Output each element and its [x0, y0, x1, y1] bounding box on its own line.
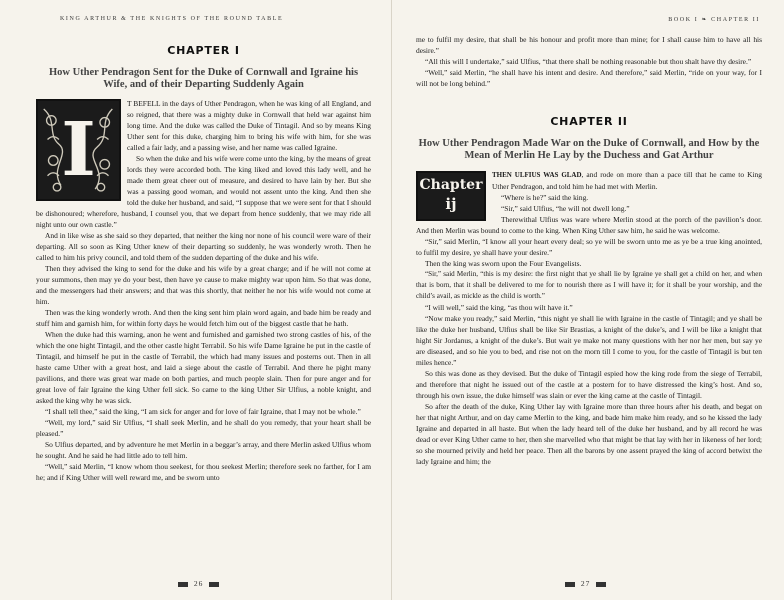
body-paragraph: “Sir,” said Merlin, “this is my desire: the first night that ye shall lie by Igraine ye shall get a child on her, and when that is born, that it shall be delivered to me for to nourish there as I will have it; for it shall be your worship, and the child’s avail, as mickle as the child is worth.”: [416, 270, 762, 300]
body-paragraph: “I will well,” said the king, “as thou wilt have it.”: [425, 303, 573, 312]
body-paragraph: Then was the king wonderly wroth. And then the king sent him plain word again, and bade him be ready and stuff him and garnish him, for within forty days he would fetch him out of the biggest castle that he hath.: [36, 308, 371, 328]
lead-rest: , and rode on more than a pace till that he came to King Uther Pendragon, and told him he had met with Merlin.: [492, 170, 762, 191]
first-paragraph: T BEFELL in the days of Uther Pendragon, when he was king of all England, and so reigned, that there was a mighty duke in Cornwall that held war against him long time. And the duke was called the Duke of Tintagil. And so by means King Uther sent for this duke, charging him to bring his wife with him, for she was called a fair lady, and a passing wise, and her name was called Igraine.: [127, 99, 371, 152]
body-paragraph: “Sir,” said Merlin, “I know all your heart every deal; so ye will be sworn unto me as ye be a true king anointed, to fulfil my desire, ye shall have your desire.”: [416, 237, 762, 257]
folio-number: 26: [193, 579, 204, 588]
chapter-badge-number: ij: [445, 195, 457, 213]
folio-number: 27: [580, 579, 591, 588]
chapter-title: CHAPTER II: [550, 115, 628, 128]
running-head-left: KING ARTHUR & THE KNIGHTS OF THE ROUND TABLE: [60, 16, 284, 22]
body-paragraph: me to fulfil my desire, that shall be his honour and profit more than mine; for I shall cause him to have all his desire.”: [416, 35, 762, 55]
chapter-subtitle: How Uther Pendragon Made War on the Duke of Cornwall, and How by the Mean of Merlin He Lay by the Duchess and Gat Arthur: [418, 138, 760, 161]
body-paragraph: “Well, my lord,” said Sir Ulfius, “I shall seek Merlin, and he shall do you remedy, that your heart shall be pleased.”: [36, 418, 371, 438]
body-paragraph: “Now make you ready,” said Merlin, “this night ye shall lie with Igraine in the castle of Tintagil; and ye shall be like the duke her husband, Ulfius shall be like Sir Brastias, a knight of the duke’s, and I will be like a knight that hight Sir Jordanus, a knight of the duke’s. But wait ye make not many questions with her nor her men, but say ye are diseased, and so hie you to bed, and rise not on the morn till I come to you, for the castle of Tintagil is but ten miles hence.”: [416, 314, 762, 367]
chapter-badge-ornament: [416, 171, 486, 221]
body-paragraph: And in like wise as she said so they departed, that neither the king nor none of his council were ware of their departing. All so soon as King Uther knew of their departing so suddenly, he was wonderly wroth. Then he called to him his privy council, and told them of the sudden departing of the duke and his wife.: [36, 231, 371, 262]
body-paragraph: “Well,” said Merlin, “he shall have his intent and desire. And therefore,” said Merlin, “ride on your way, for I will not be long behind.”: [416, 68, 762, 88]
body-paragraph: Then the king was sworn upon the Four Evangelists.: [425, 259, 582, 268]
drop-cap-ornament: [36, 99, 121, 201]
body-paragraph: Therewithal Ulfius was ware where Merlin stood at the porch of the pavilion’s door. And then Merlin was bound to come to the king. When King Uther saw him, he said he was welcome.: [416, 215, 762, 235]
body-paragraph: “All this will I undertake,” said Ulfius, “that there shall be nothing reasonable but thou shalt have thy desire.”: [425, 57, 752, 66]
body-paragraph: “Well,” said Merlin, “I know whom thou seekest, for thou seekest Merlin; therefore seek no farther, for I am he; and if King Uther will well reward me, and be sworn unto: [36, 462, 371, 482]
drop-cap-letter: I: [61, 107, 96, 193]
body-paragraph: “I shall tell thee,” said the king, “I am sick for anger and for love of fair Igraine, that I may not be whole.”: [45, 407, 361, 416]
body-paragraph: “Sir,” said Ulfius, “he will not dwell long.”: [501, 204, 630, 213]
page-number-left: [175, 579, 222, 588]
body-paragraph: So Ulfius departed, and by adventure he met Merlin in a beggar’s array, and there Merlin asked Ulfius whom he sought. And he said he had little ado to tell him.: [36, 440, 371, 460]
chapter-subtitle: How Uther Pendragon Sent for the Duke of Cornwall and Igraine his Wife, and of their Departing Suddenly Again: [48, 67, 359, 90]
left-page-content: [36, 34, 371, 483]
folio-ornament-icon: [565, 582, 575, 587]
body-paragraph: Then they advised the king to send for the duke and his wife by a great charge; and if he will not come at your summons, then may ye do your best, then have ye cause to make mighty war upon him. So that was done, and the messengers had their answers; and that was this shortly, that neither he nor his wife would not come at him.: [36, 264, 371, 306]
body-paragraph: “Where is he?” said the king.: [501, 193, 589, 202]
lead-words: THEN ULFIUS WAS GLAD: [492, 171, 582, 179]
body-paragraph: So when the duke and his wife were come unto the king, by the means of great lords they were accorded both. The king liked and loved this lady well, and he made them great cheer out of measure, and desired to have lain by her. But she was a passing good woman, and would not assent unto the king. And then she told the duke her husband, and said, “I suppose that we were sent for that I should be dishonoured; wherefore, husband, I counsel you, that we depart from hence suddenly, that we may ride all night unto our own castle.”: [36, 154, 371, 229]
folio-ornament-icon: [178, 582, 188, 587]
chapter-badge-label: Chapter: [419, 177, 483, 193]
body-paragraph: When the duke had this warning, anon he went and furnished and garnished two strong castles of his, of the which the one hight Tintagil, and the other castle hight Terrabil. So his wife Dame Igraine he put in the castle of Tintagil, and himself he put in the castle of Terrabil, the which had many issues and posterns out. Then in all haste came Uther with a great host, and laid a siege about the castle of Terrabil. And there he pight many pavilions, and there was great war made on both parties, and much people slain. Then for pure anger and for great love of fair Igraine the king Uther fell sick. So came to the king Uther Sir Ulfius, a noble knight, and asked the king why he was sick.: [36, 330, 371, 405]
running-head-right: BOOK I ❧ CHAPTER II: [668, 17, 760, 23]
chapter-title: CHAPTER I: [167, 44, 240, 57]
right-page-content: [416, 34, 762, 467]
folio-ornament-icon: [596, 582, 606, 587]
page-number-right: [562, 579, 609, 588]
folio-ornament-icon: [209, 582, 219, 587]
body-paragraph: So after the death of the duke, King Uther lay with Igraine more than three hours after his death, and begat on her that night Arthur, and on day came Merlin to the king, and bade him make him ready, and so he kissed the lady Igraine and departed in all haste. But when the lady heard tell of the duke her husband, and by all record he was dead or ever King Uther came to her, then she marvelled who that might be that lay with her in likeness of her lord; so she mourned privily and held her peace. Then all the barons by one assent prayed the king of accord betwixt the lady Igraine and him; the: [416, 402, 762, 466]
body-paragraph: So this was done as they devised. But the duke of Tintagil espied how the king rode from the siege of Terrabil, and therefore that night he issued out of the castle at a postern for to have distressed the king’s host. And so, through his own issue, the duke himself was slain or ever the king came at the castle of Tintagil.: [416, 369, 762, 400]
right-page: [392, 0, 784, 600]
